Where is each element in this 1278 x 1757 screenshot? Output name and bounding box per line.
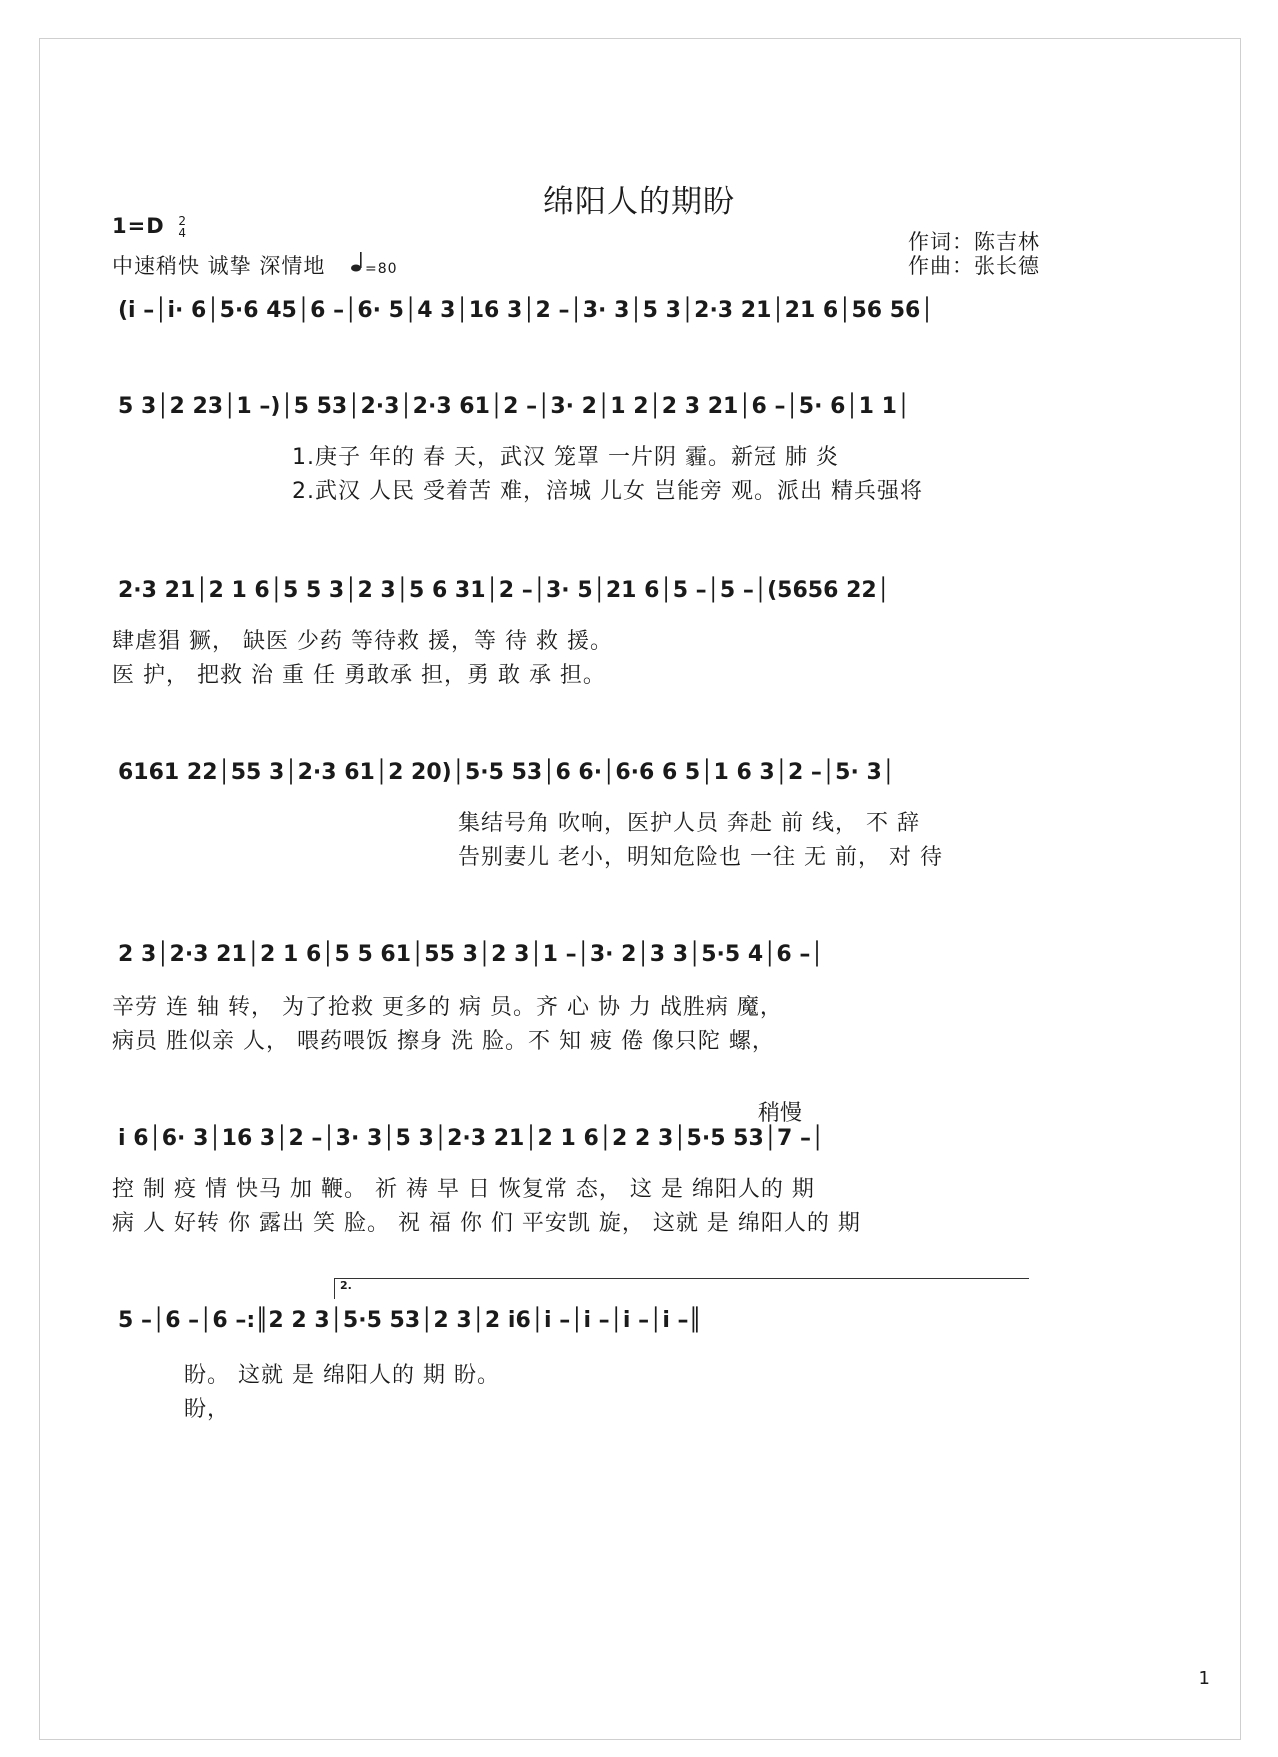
key-signature: 1=D: [112, 214, 165, 238]
notation-line: 2·3 21│2 1 6│5 5 3│2 3│5 6 31│2 –│3· 5│21 6│5 –│5 –│(5656 22│: [118, 578, 890, 603]
song-title: 绵阳人的期盼: [543, 184, 735, 220]
time-signature: [178, 215, 187, 239]
lyric-verse-2: 告别妻儿 老小，明知危险也 一往 无 前， 对 待: [458, 845, 943, 870]
notation-line: (i –│i· 6│5·6 45│6 –│6· 5│4 3│16 3│2 –│3· 3│5 3│2·3 21│21 6│56 56│: [118, 298, 934, 323]
tempo-text: 中速稍快 诚挚 深情地: [112, 254, 326, 278]
time-signature-top: 2: [178, 214, 187, 228]
lyric-verse-1: 控 制 疫 情 快马 加 鞭。 祈 祷 早 日 恢复常 态， 这 是 绵阳人的 期: [112, 1177, 815, 1202]
key-signature-block: [112, 214, 187, 239]
volta-label: 2.: [340, 1279, 352, 1292]
lyric-verse-1: 集结号角 吹响，医护人员 奔赴 前 线， 不 辞: [458, 811, 920, 836]
lyric-verse-1: 辛劳 连 轴 转， 为了抢救 更多的 病 员。齐 心 协 力 战胜病 魔，: [112, 995, 783, 1020]
lyric-verse-1: 肆虐猖 獗， 缺医 少药 等待救 援，等 待 救 援。: [112, 629, 613, 654]
tempo-mark: =80: [365, 261, 398, 277]
lyric-verse-2: 2.武汉 人民 受着苦 难，涪城 儿女 岂能旁 观。派出 精兵强将: [292, 479, 923, 504]
lyric-verse-2: 病员 胜似亲 人， 喂药喂饭 擦身 洗 脸。不 知 疲 倦 像只陀 螺，: [112, 1029, 775, 1054]
page-number: 1: [1198, 1668, 1210, 1689]
tempo-block: [112, 250, 398, 280]
lyric-verse-2: 病 人 好转 你 露出 笑 脸。 祝 福 你 们 平安凯 旋， 这就 是 绵阳人的 期: [112, 1211, 861, 1236]
quarter-note-icon: [351, 251, 365, 278]
notation-line: 2 3│2·3 21│2 1 6│5 5 61│55 3│2 3│1 –│3· 2│3 3│5·5 4│6 –│: [118, 942, 824, 967]
lyric-verse-1: 1.庚子 年的 春 天，武汉 笼罩 一片阴 霾。新冠 肺 炎: [292, 445, 839, 470]
time-signature-bottom: 4: [178, 226, 187, 240]
notation-line: 5 3│2 23│1 –)│5 53│2·3│2·3 61│2 –│3· 2│1 2│2 3 21│6 –│5· 6│1 1│: [118, 394, 911, 419]
lyric-verse-1: 盼。 这就 是 绵阳人的 期 盼。: [184, 1363, 500, 1388]
lyricist: 作词：陈吉林: [908, 230, 1040, 254]
tempo-change-mark: 稍慢: [758, 1101, 803, 1126]
composer: 作曲：张长德: [908, 254, 1040, 278]
notation-line: 6161 22│55 3│2·3 61│2 20)│5·5 53│6 6·│6·6 6 5│1 6 3│2 –│5· 3│: [118, 760, 896, 785]
lyric-verse-2: 医 护， 把救 治 重 任 勇敢承 担，勇 敢 承 担。: [112, 663, 606, 688]
notation-line: 5 –│6 –│6 –:║2 2 3│5·5 53│2 3│2 i6│i –│i –│i –│i –║: [118, 1308, 702, 1333]
lyric-verse-2: 盼，: [184, 1397, 231, 1422]
notation-line: i 6│6· 3│16 3│2 –│3· 3│5 3│2·3 21│2 1 6│2 2 3│5·5 53│7 –│: [118, 1126, 825, 1151]
